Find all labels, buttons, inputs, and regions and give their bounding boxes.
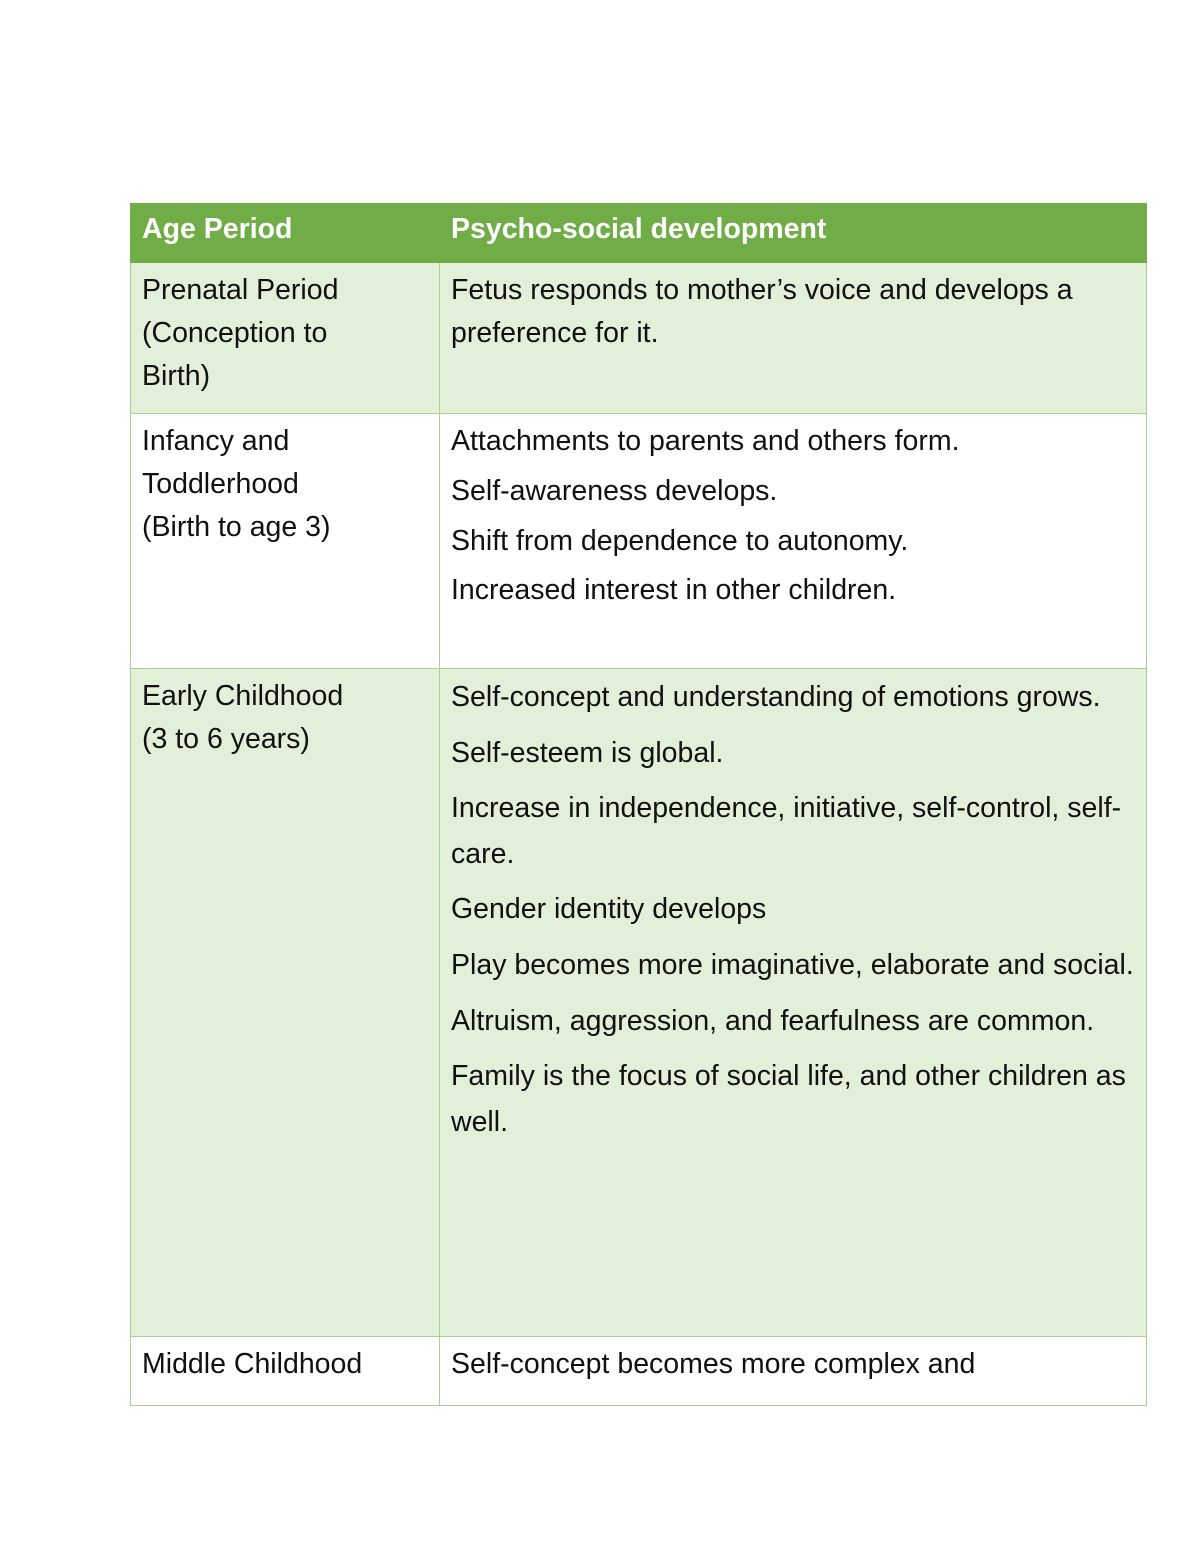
age-text: Toddlerhood (142, 467, 299, 500)
development-cell (440, 414, 1147, 669)
development-text: Fetus responds to mother’s voice and develops a preference for it. (451, 274, 1073, 349)
age-period-cell (131, 669, 440, 1337)
development-cell (440, 669, 1147, 1337)
psychosocial-development-table (130, 203, 1147, 1406)
header-psychosocial-development: Psycho-social development (440, 204, 1147, 263)
table-row (131, 669, 1147, 1337)
development-text: Shift from dependence to autonomy. (451, 524, 909, 557)
table-row (131, 414, 1147, 669)
age-period-cell (131, 263, 440, 414)
development-text: Gender identity develops (451, 893, 767, 926)
development-text: Altruism, aggression, and fearfulness are common. (451, 1004, 1095, 1037)
development-text: Play becomes more imaginative, elaborate and social. (451, 948, 1134, 981)
age-period-cell (131, 414, 440, 669)
table-row (131, 263, 1147, 414)
development-text: Attachments to parents and others form. (451, 425, 960, 457)
age-text: (Birth to age 3) (142, 510, 331, 543)
development-text: Self-esteem is global. (451, 736, 724, 769)
development-cell (440, 263, 1147, 414)
table-row (131, 1337, 1147, 1406)
development-text: Self-concept and understanding of emotions grows. (451, 681, 1101, 713)
age-text: Early Childhood (142, 680, 344, 712)
age-text: Birth) (142, 359, 211, 392)
development-text: Increase in independence, initiative, self-control, self-care. (451, 792, 1122, 870)
age-text: Infancy and (142, 425, 290, 457)
development-text: Self-concept becomes more complex and (451, 1348, 976, 1380)
development-text: Family is the focus of social life, and other children as well. (451, 1060, 1126, 1138)
development-cell (440, 1337, 1147, 1406)
development-text: Increased interest in other children. (451, 574, 897, 607)
age-text: (Conception to (142, 316, 328, 349)
table-header-row (131, 204, 1147, 263)
age-period-cell (131, 1337, 440, 1406)
age-text: Middle Childhood (142, 1348, 363, 1380)
development-text: Self-awareness develops. (451, 474, 778, 507)
header-age-period: Age Period (131, 204, 440, 263)
age-text: (3 to 6 years) (142, 722, 310, 755)
age-text: Prenatal Period (142, 274, 339, 306)
